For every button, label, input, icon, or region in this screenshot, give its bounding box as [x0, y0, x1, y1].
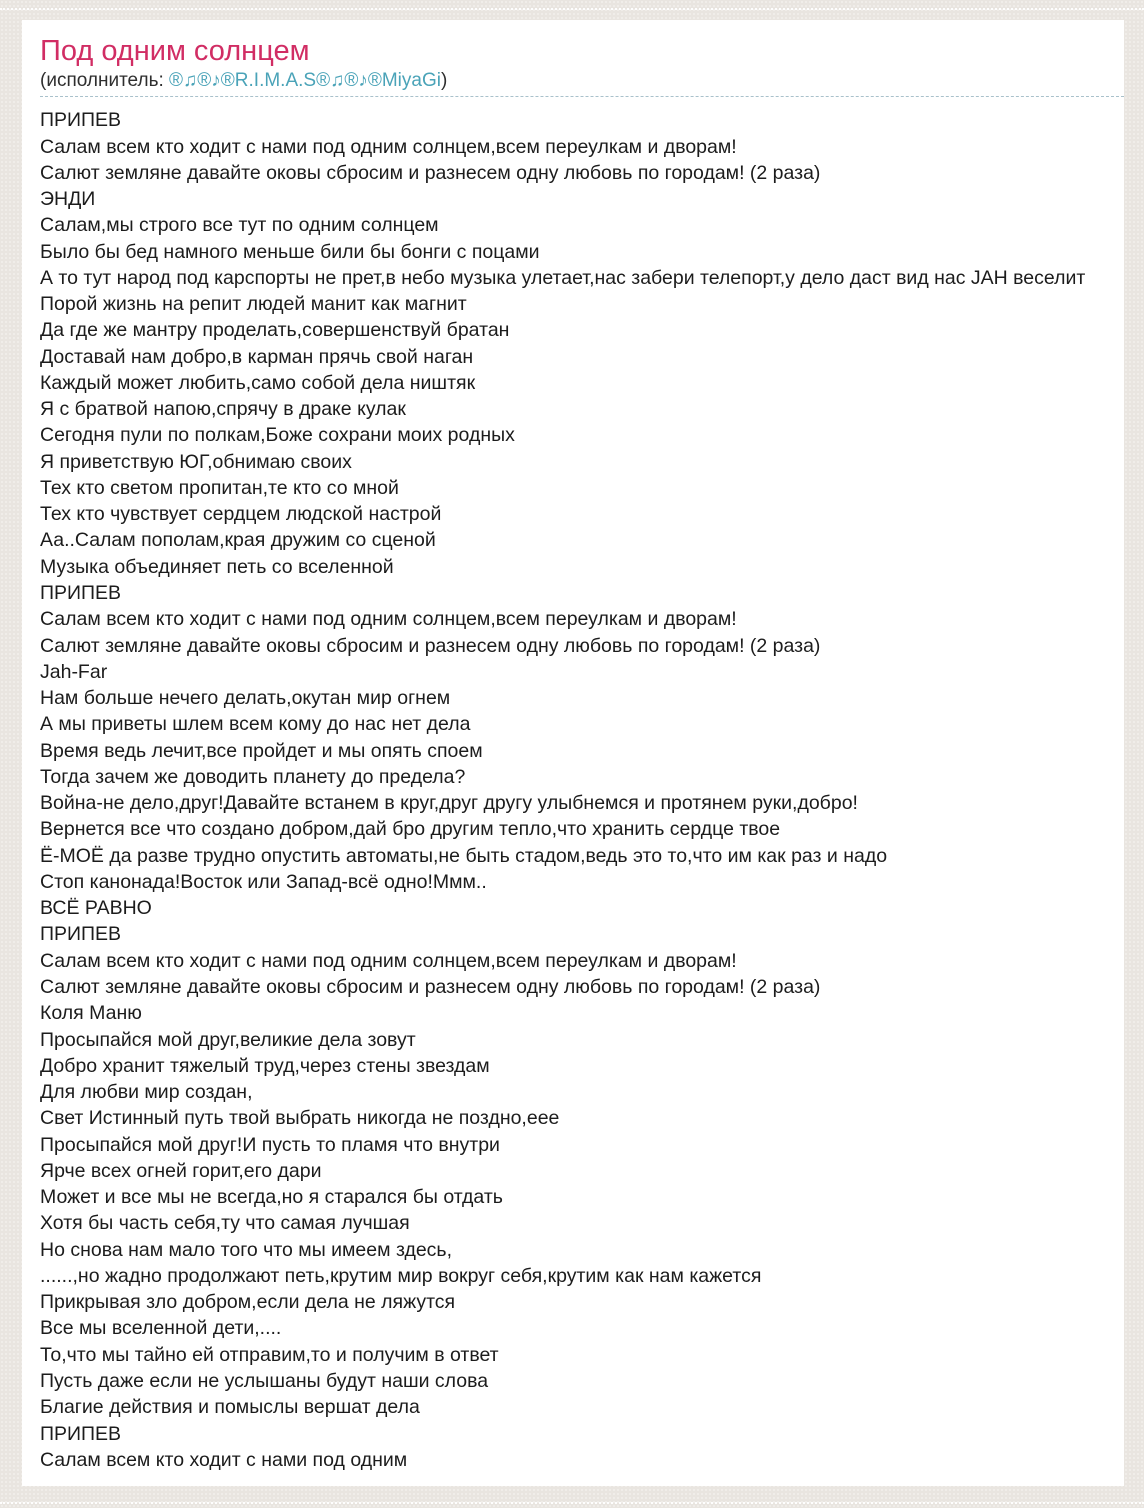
lyric-line: ПРИПЕВ: [40, 582, 122, 605]
artist-line: [40, 71, 1124, 92]
lyric-line: Но снова нам мало того что мы имеем здесь,: [40, 1238, 453, 1261]
lyric-line: Салам всем кто ходит с нами под одним солнцем,всем переулкам и дворам!: [40, 135, 737, 158]
lyric-line: Доставай нам добро,в карман прячь свой наган: [40, 345, 474, 368]
lyric-line: Свет Истинный путь твой выбрать никогда не поздно,еее: [40, 1107, 560, 1130]
header-divider: [40, 96, 1124, 97]
lyric-line: Просыпайся мой друг,великие дела зовут: [40, 1028, 416, 1051]
lyric-line: Война-не дело,друг!Давайте встанем в круг,друг другу улыбнемся и протянем руки,добро!: [40, 792, 858, 815]
lyric-line: Музыка объединяет петь со вселенной: [40, 555, 394, 578]
lyric-line: Тех кто светом пропитан,те кто со мной: [40, 476, 399, 499]
lyric-line: Было бы бед намного меньше били бы бонги с поцами: [40, 240, 540, 263]
background-dotted-line-bottom: [0, 1502, 1144, 1504]
lyric-line: ВСЁ РАВНО: [40, 897, 152, 920]
lyric-line: Салам всем кто ходит с нами под одним солнцем,всем переулкам и дворам!: [40, 608, 737, 631]
lyric-line: Каждый может любить,само собой дела ништяк: [40, 371, 476, 394]
artist-label-close: ): [440, 70, 448, 92]
lyric-line: Порой жизнь на репит людей манит как магнит: [40, 293, 467, 316]
lyric-line: Стоп канонада!Восток или Запад-всё одно!Ммм..: [40, 870, 487, 893]
lyric-line: Прикрывая зло добром,если дела не ляжутся: [40, 1291, 456, 1314]
lyric-line: Коля Маню: [40, 1002, 142, 1025]
lyric-line: Тогда зачем же доводить планету до предела?: [40, 765, 466, 788]
lyric-line: Время ведь лечит,все пройдет и мы опять споем: [40, 739, 483, 762]
lyric-line: Хотя бы часть себя,ту что самая лучшая: [40, 1212, 410, 1235]
lyric-line: Аа..Салам пополам,края дружим со сценой: [40, 529, 436, 552]
lyric-line: Благие действия и помыслы вершат дела: [40, 1396, 420, 1419]
lyric-line: Ярче всех огней горит,его дари: [40, 1159, 322, 1182]
song-title: Под одним солнцем: [40, 35, 310, 67]
lyric-line: Сегодня пули по полкам,Боже сохрани моих родных: [40, 424, 515, 447]
lyric-line: Салам всем кто ходит с нами под одним: [40, 1448, 408, 1471]
lyric-line: А мы приветы шлем всем кому до нас нет дела: [40, 713, 471, 736]
lyric-line: Тех кто чувствует сердцем людской настрой: [40, 503, 442, 526]
lyric-line: ......,но жадно продолжают петь,крутим мир вокруг себя,крутим как нам кажется: [40, 1264, 762, 1287]
lyric-line: Для любви мир создан,: [40, 1081, 253, 1104]
lyric-line: То,что мы тайно ей отправим,то и получим в ответ: [40, 1343, 499, 1366]
lyric-line: ЭНДИ: [40, 188, 96, 211]
lyric-line: Вернется все что создано добром,дай бро другим тепло,что хранить сердце твое: [40, 818, 781, 841]
lyric-line: ПРИПЕВ: [40, 1422, 122, 1445]
lyric-line: Добро хранит тяжелый труд,через стены звездам: [40, 1054, 490, 1077]
lyric-line: Я приветствую ЮГ,обнимаю своих: [40, 450, 352, 473]
lyrics-text: [40, 107, 1124, 1473]
artist-link[interactable]: ®♫®♪®R.I.M.A.S®♫®♪®MiyaGi: [169, 70, 441, 92]
lyric-line: А то тут народ под карспорты не прет,в небо музыка улетает,нас забери телепорт,у дело даст вид нас JAH веселит: [40, 266, 1086, 289]
lyric-line: ПРИПЕВ: [40, 109, 122, 132]
artist-label: (исполнитель:: [40, 70, 170, 92]
lyric-line: Jah-Far: [40, 660, 108, 683]
lyric-line: Я с братвой напою,спрячу в драке кулак: [40, 398, 406, 421]
lyric-line: Салют земляне давайте оковы сбросим и разнесем одну любовь по городам! (2 раза): [40, 634, 821, 657]
lyric-line: ПРИПЕВ: [40, 923, 122, 946]
lyric-line: Салют земляне давайте оковы сбросим и разнесем одну любовь по городам! (2 раза): [40, 976, 821, 998]
lyric-line: Все мы вселенной дети,....: [40, 1317, 282, 1340]
lyric-line: Просыпайся мой друг!И пусть то пламя что внутри: [40, 1133, 500, 1156]
lyric-line: Нам больше нечего делать,окутан мир огнем: [40, 687, 451, 710]
lyric-line: Может и все мы не всегда,но я старался бы отдать: [40, 1186, 503, 1209]
lyric-line: Да где же мантру проделать,совершенствуй братан: [40, 319, 510, 342]
lyric-line: Салам всем кто ходит с нами под одним солнцем,всем переулкам и дворам!: [40, 949, 737, 972]
background-dotted-line-top: [0, 8, 1144, 10]
lyric-line: Салют земляне давайте оковы сбросим и разнесем одну любовь по городам! (2 раза): [40, 161, 821, 184]
lyric-line: Пусть даже если не услышаны будут наши слова: [40, 1369, 489, 1392]
lyrics-card: [22, 20, 1124, 1486]
lyric-line: Салам,мы строго все тут по одним солнцем: [40, 214, 439, 237]
lyric-line: Ё-МОЁ да разве трудно опустить автоматы,не быть стадом,ведь это то,что им как раз и надо: [40, 844, 888, 867]
